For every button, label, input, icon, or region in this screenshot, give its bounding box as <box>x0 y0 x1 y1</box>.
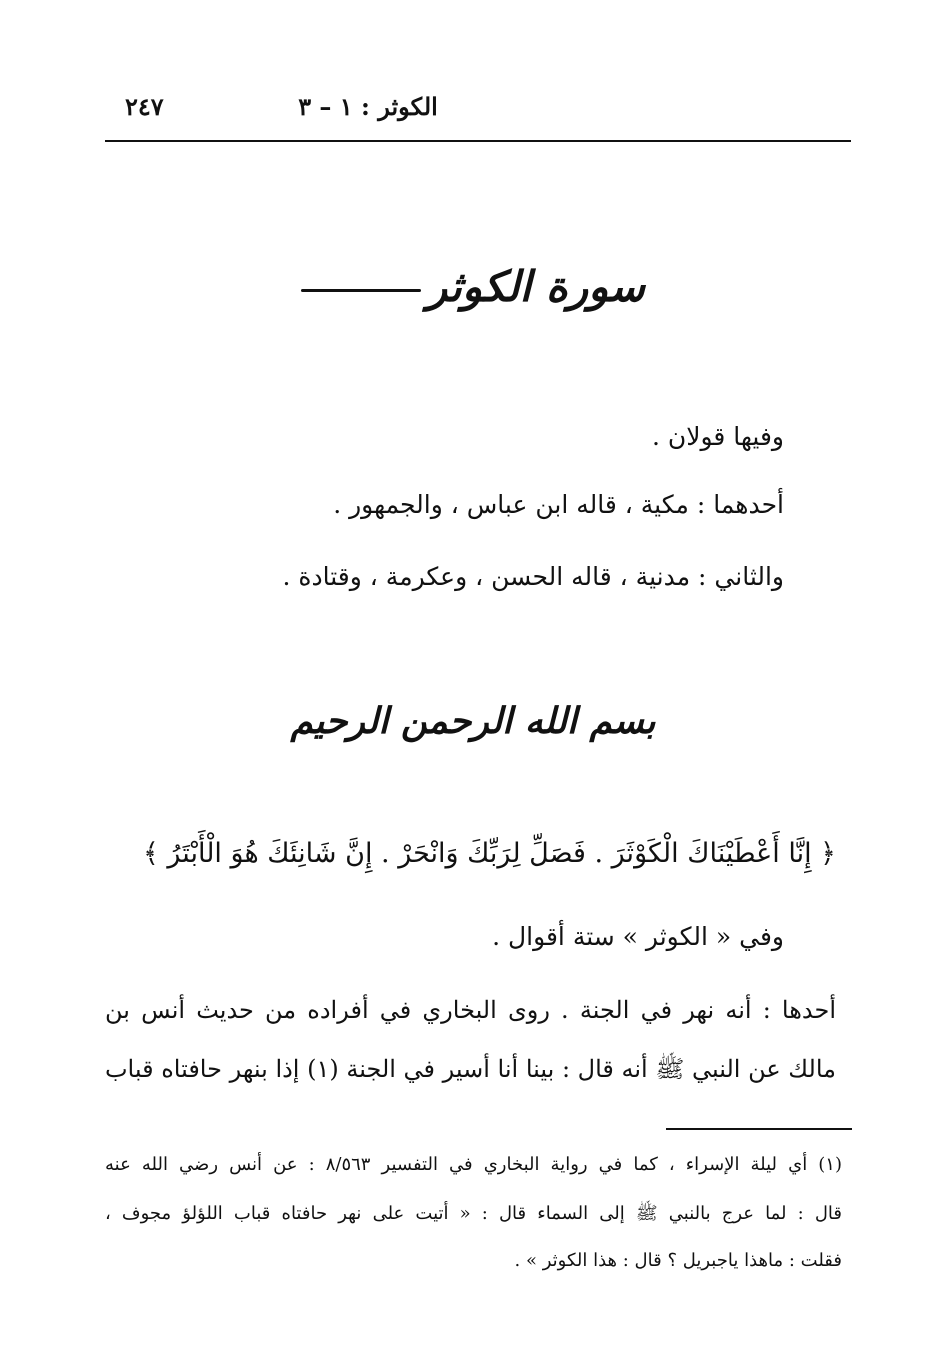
surah-title <box>0 262 946 311</box>
basmala: بسم الله الرحمن الرحيم <box>290 700 656 742</box>
footnote-line: قال : لما عرج بالنبي ﷺ إلى السماء قال : « أتيت على نهر حافتاه قباب اللؤلؤ مجوف ، <box>105 1203 842 1224</box>
footnote-line: فقلت : ماهذا ياجبريل ؟ قال : هذا الكوثر » . <box>514 1250 842 1271</box>
footnote-line: (١) أي ليلة الإسراء ، كما في رواية البخاري في التفسير ٨/٥٦٣ : عن أنس رضي الله عنه <box>105 1154 842 1175</box>
page-number: ٢٤٧ <box>125 92 164 121</box>
intro-line: وفيها قولان . <box>651 422 784 451</box>
commentary-line: مالك عن النبي ﷺ أنه قال : بينا أنا أسير في الجنة (١) إذا بنهر حافتاه قباب <box>104 1055 836 1083</box>
commentary-line: وفي « الكوثر » ستة أقوال . <box>492 922 784 951</box>
surah-title-text: سورة الكوثر <box>426 262 646 311</box>
running-header <box>105 92 851 132</box>
header-rule <box>105 140 851 142</box>
header-title: الكوثر : ١ – ٣ <box>298 92 438 121</box>
footnote-rule <box>666 1128 852 1130</box>
calligraphy-stroke <box>301 289 421 292</box>
commentary-line: أحدها : أنه نهر في الجنة . روى البخاري في أفراده من حديث أنس بن <box>105 996 836 1024</box>
quran-verse: ﴿ إِنَّا أَعْطَيْنَاكَ الْكَوْثَرَ . فَصَلِّ لِرَبِّكَ وَانْحَرْ . إِنَّ شَانِئَكَ هُوَ الْأَبْتَرُ ﴾ <box>143 838 836 869</box>
intro-line: والثاني : مدنية ، قاله الحسن ، وعكرمة ، وقتادة . <box>282 562 784 591</box>
intro-line: أحدهما : مكية ، قاله ابن عباس ، والجمهور . <box>333 490 784 519</box>
